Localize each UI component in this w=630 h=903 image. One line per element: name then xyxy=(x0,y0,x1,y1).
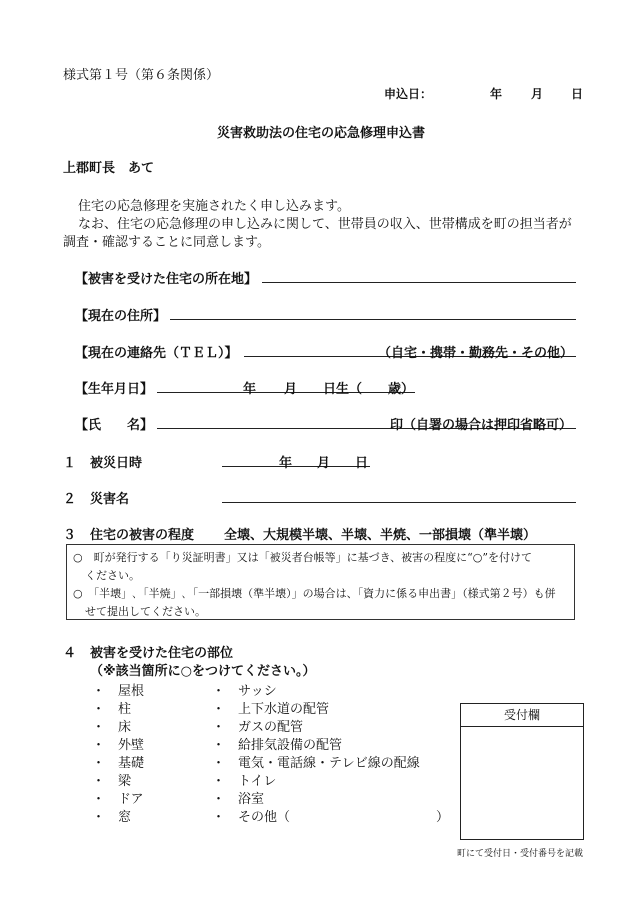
part-roof[interactable]: ・ 屋根 xyxy=(92,684,145,699)
application-date-label: 申込日： xyxy=(384,87,433,101)
birthdate-label: 【生年月日】 xyxy=(75,382,154,397)
part-floor[interactable]: ・ 床 xyxy=(92,720,132,735)
name-label: 【氏 名】 xyxy=(75,418,154,433)
item-2-number: ２ xyxy=(63,492,77,507)
birth-month-label: 月 xyxy=(284,382,298,397)
seal-note: 印（自署の場合は押印省略可） xyxy=(390,418,573,433)
disaster-day-label: 日 xyxy=(355,456,369,471)
date-year-label: 年 xyxy=(490,87,503,101)
notice-line-3: ○ 「半壊」､「半焼」､「一部損壊（準半壊）」の場合は、「資力に係る申出書」（様式第２号）も併 xyxy=(73,587,556,600)
date-month-label: 月 xyxy=(531,87,544,101)
damage-degree-options[interactable]: 全壊、大規模半壊、半壊、半焼、一部損壊（準半壊） xyxy=(224,528,537,543)
form-code: 様式第１号（第６条関係） xyxy=(63,68,220,83)
part-other[interactable]: ・ その他（ xyxy=(212,810,291,825)
part-water-pipes[interactable]: ・ 上下水道の配管 xyxy=(212,702,330,717)
part-bathroom[interactable]: ・ 浴室 xyxy=(212,792,265,807)
part-gas-pipes[interactable]: ・ ガスの配管 xyxy=(212,720,304,735)
addressee: 上郡町長 あて xyxy=(63,161,155,176)
reception-note: 町にて受付日・受付番号を記載 xyxy=(457,849,584,859)
damage-degree-label: 住宅の被害の程度 xyxy=(90,528,195,543)
notice-line-1: ○ 町が発行する「り災証明書」又は「被災者台帳等」に基づき、被害の程度に“○”を付けて xyxy=(73,551,533,564)
notice-line-4: せて提出してください。 xyxy=(85,605,206,618)
damaged-address-label: 【被害を受けた住宅の所在地】 xyxy=(75,272,258,287)
contact-type-options: （自宅・携帯・勤務先・その他） xyxy=(378,346,574,361)
part-pillar[interactable]: ・ 柱 xyxy=(92,702,132,717)
current-address-field[interactable] xyxy=(170,319,576,320)
damaged-parts-note: （※該当箇所に○をつけてください。） xyxy=(90,664,316,679)
item-3-number: ３ xyxy=(63,528,77,543)
reception-box xyxy=(460,703,584,840)
notice-box xyxy=(66,544,575,620)
intro-line-3: 調査・確認することに同意します。 xyxy=(63,235,270,250)
damaged-address-field[interactable] xyxy=(262,282,576,283)
date-day-label: 日 xyxy=(571,87,584,101)
part-sash[interactable]: ・ サッシ xyxy=(212,684,277,699)
item-4-number: ４ xyxy=(63,646,77,661)
part-exterior-wall[interactable]: ・ 外壁 xyxy=(92,738,145,753)
part-toilet[interactable]: ・ トイレ xyxy=(212,774,277,789)
disaster-datetime-label: 被災日時 xyxy=(90,456,143,471)
notice-line-2: ください。 xyxy=(85,569,140,582)
reception-title: 受付欄 xyxy=(461,704,583,727)
part-electric-wiring[interactable]: ・ 電気・電話線・テレビ線の配線 xyxy=(212,756,420,771)
birth-day-label: 日生（ xyxy=(323,382,363,397)
disaster-name-field[interactable] xyxy=(222,502,576,503)
part-beam[interactable]: ・ 梁 xyxy=(92,774,132,789)
damaged-parts-label: 被害を受けた住宅の部位 xyxy=(90,646,234,661)
item-1-number: １ xyxy=(63,456,77,471)
age-label: 歳） xyxy=(388,382,415,397)
disaster-year-label: 年 xyxy=(279,456,293,471)
part-foundation[interactable]: ・ 基礎 xyxy=(92,756,145,771)
birth-year-label: 年 xyxy=(243,382,257,397)
disaster-name-label: 災害名 xyxy=(90,492,130,507)
part-window[interactable]: ・ 窓 xyxy=(92,810,132,825)
disaster-datetime-field[interactable] xyxy=(222,466,370,467)
intro-line-2: なお、住宅の応急修理の申し込みに関して、世帯員の収入、世帯構成を町の担当者が xyxy=(78,217,572,232)
part-ventilation-pipes[interactable]: ・ 給排気設備の配管 xyxy=(212,738,343,753)
disaster-month-label: 月 xyxy=(317,456,331,471)
document-title: 災害救助法の住宅の応急修理申込書 xyxy=(217,126,426,141)
part-other-close: ） xyxy=(436,810,450,825)
intro-line-1: 住宅の応急修理を実施されたく申し込みます。 xyxy=(78,199,350,214)
current-address-label: 【現在の住所】 xyxy=(75,309,167,324)
part-door[interactable]: ・ ドア xyxy=(92,792,144,807)
contact-label: 【現在の連絡先（ＴＥＬ）】 xyxy=(75,346,238,361)
